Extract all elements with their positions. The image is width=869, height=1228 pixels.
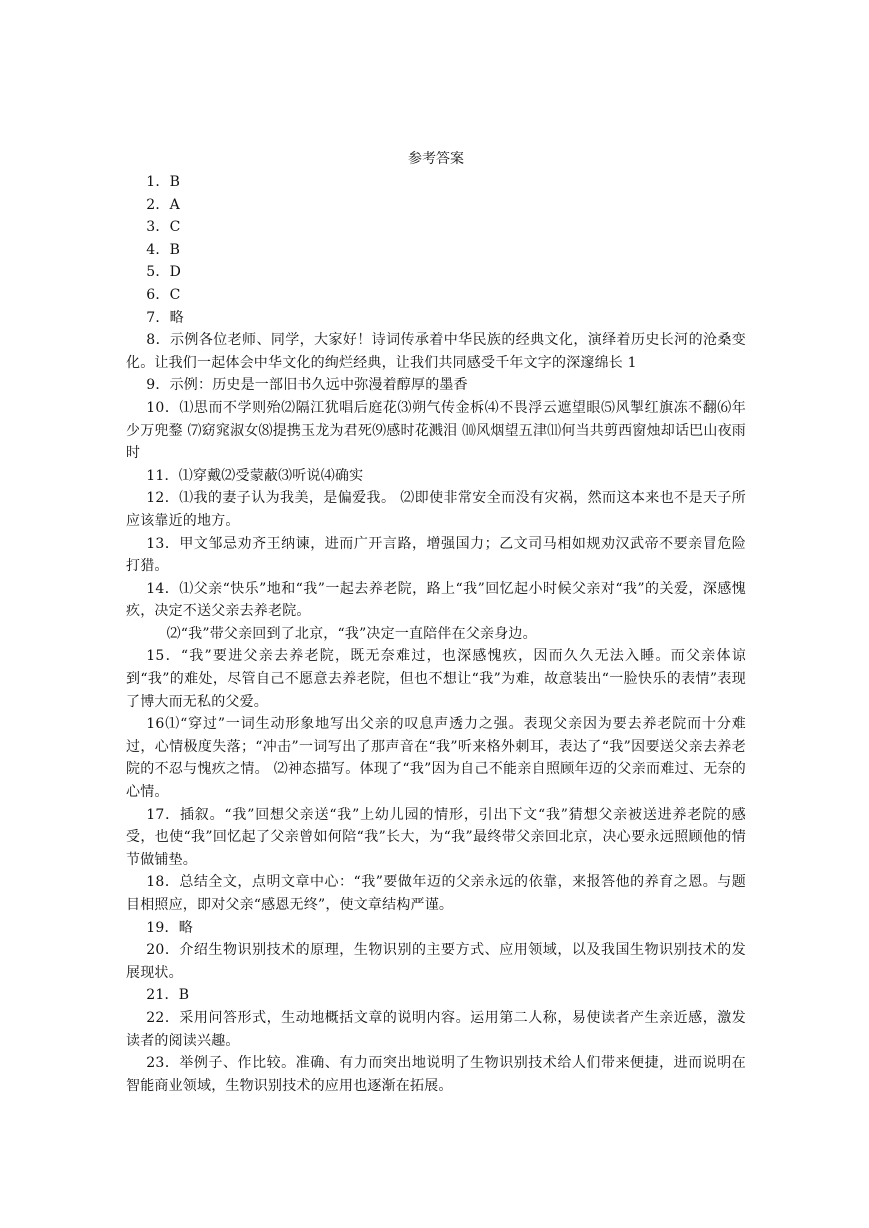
- answer-14-part-2: ⑵“我”带父亲回到了北京，“我”决定一直陪伴在父亲身边。: [166, 625, 537, 642]
- answer-23: 23．举例子、作比较。准确、有力而突出地说明了生物识别技术给人们带来便捷，进而说明在智能商业领域，生物识别技术的应用也逐渐在拓展。: [126, 1055, 746, 1094]
- answer-10: 10．⑴思而不学则殆⑵隔江犹唱后庭花⑶朔气传金柝⑷不畏浮云遮望眼⑸风掣红旗冻不翻⑹年少万兜鍪 ⑺窈窕淑女⑻提携玉龙为君死⑼感时花溅泪 ⑽风烟望五津⑾何当共剪西窗烛却话巴山夜雨时: [126, 399, 746, 462]
- answer-20: 20．介绍生物识别技术的原理，生物识别的主要方式、应用领域，以及我国生物识别技术的发展现状。: [126, 942, 746, 981]
- answer-13: 13．甲文邹忌劝齐王纳谏，进而广开言路，增强国力；乙文司马相如规劝汉武帝不要亲冒危险打猎。: [126, 535, 746, 575]
- page-title: 参考答案: [408, 151, 464, 167]
- answer-11: 11．⑴穿戴⑵受蒙蔽⑶听说⑷确实: [146, 467, 364, 484]
- answer-key-content: [126, 148, 746, 1097]
- answer-17: 17．插叙。“我”回想父亲送“我”上幼儿园的情形，引出下文“我”猜想父亲被送进养老院的感受，也使“我”回忆起了父亲曾如何陪“我”长大，为“我”最终带父亲回北京，决心要永远照顾他的情节做铺垫。: [126, 806, 746, 868]
- answer-18: 18．总结全文，点明文章中心：“我”要做年迈的父亲永远的依靠，来报答他的养育之恩。与题目相照应，即对父亲“感恩无终”，使文章结构严谨。: [126, 874, 746, 913]
- answer-4: 4．B: [146, 241, 181, 258]
- answer-12: 12．⑴我的妻子认为我美，是偏爱我。 ⑵即使非常安全而没有灾祸，然而这本来也不是天子所应该靠近的地方。: [126, 490, 746, 529]
- answer-9: 9．示例：历史是一部旧书久远中弥漫着醇厚的墨香: [146, 377, 468, 394]
- answer-1: 1．B: [146, 174, 181, 190]
- answer-21: 21．B: [146, 987, 190, 1004]
- answer-22: 22．采用问答形式，生动地概括文章的说明内容。运用第二人称，易使读者产生亲近感，激发读者的阅读兴趣。: [126, 1009, 746, 1049]
- answer-5: 5．D: [146, 264, 182, 281]
- answer-16: 16⑴“穿过”一词生动形象地写出父亲的叹息声透力之强。表现父亲因为要去养老院而十分难过，心情极度失落；“冲击”一词写出了那声音在“我”听来格外刺耳，表达了“我”因要送父亲去养老院的不忍与愧疚之情。 ⑵神态描写。体现了“我”因为自己不能亲自照顾年迈的父亲而难过、无奈的心情。: [126, 716, 746, 801]
- answer-19: 19．略: [146, 919, 193, 936]
- answer-7: 7．略: [146, 309, 184, 326]
- answer-14-part-1: 14．⑴父亲“快乐”地和“我”一起去养老院，路上“我”回忆起小时候父亲对“我”的关爱，深感愧疚，决定不送父亲去养老院。: [126, 580, 746, 620]
- answer-8: 8．示例各位老师、同学，大家好！诗词传承着中华民族的经典文化，演绎着历史长河的沧桑变化。让我们一起体会中华文化的绚烂经典，让我们共同感受千年文字的深邃绵长 1: [126, 332, 746, 371]
- answer-2: 2．A: [146, 196, 180, 213]
- answer-15: 15．“我”要进父亲去养老院，既无奈难过，也深感愧疚，因而久久无法入睡。而父亲体谅到“我”的难处，尽管自己不愿意去养老院，但也不想让“我”为难，故意装出“一脸快乐的表情”表现了博大而无私的父爱。: [126, 648, 746, 710]
- answer-3: 3．C: [146, 219, 181, 236]
- answer-6: 6．C: [146, 286, 181, 303]
